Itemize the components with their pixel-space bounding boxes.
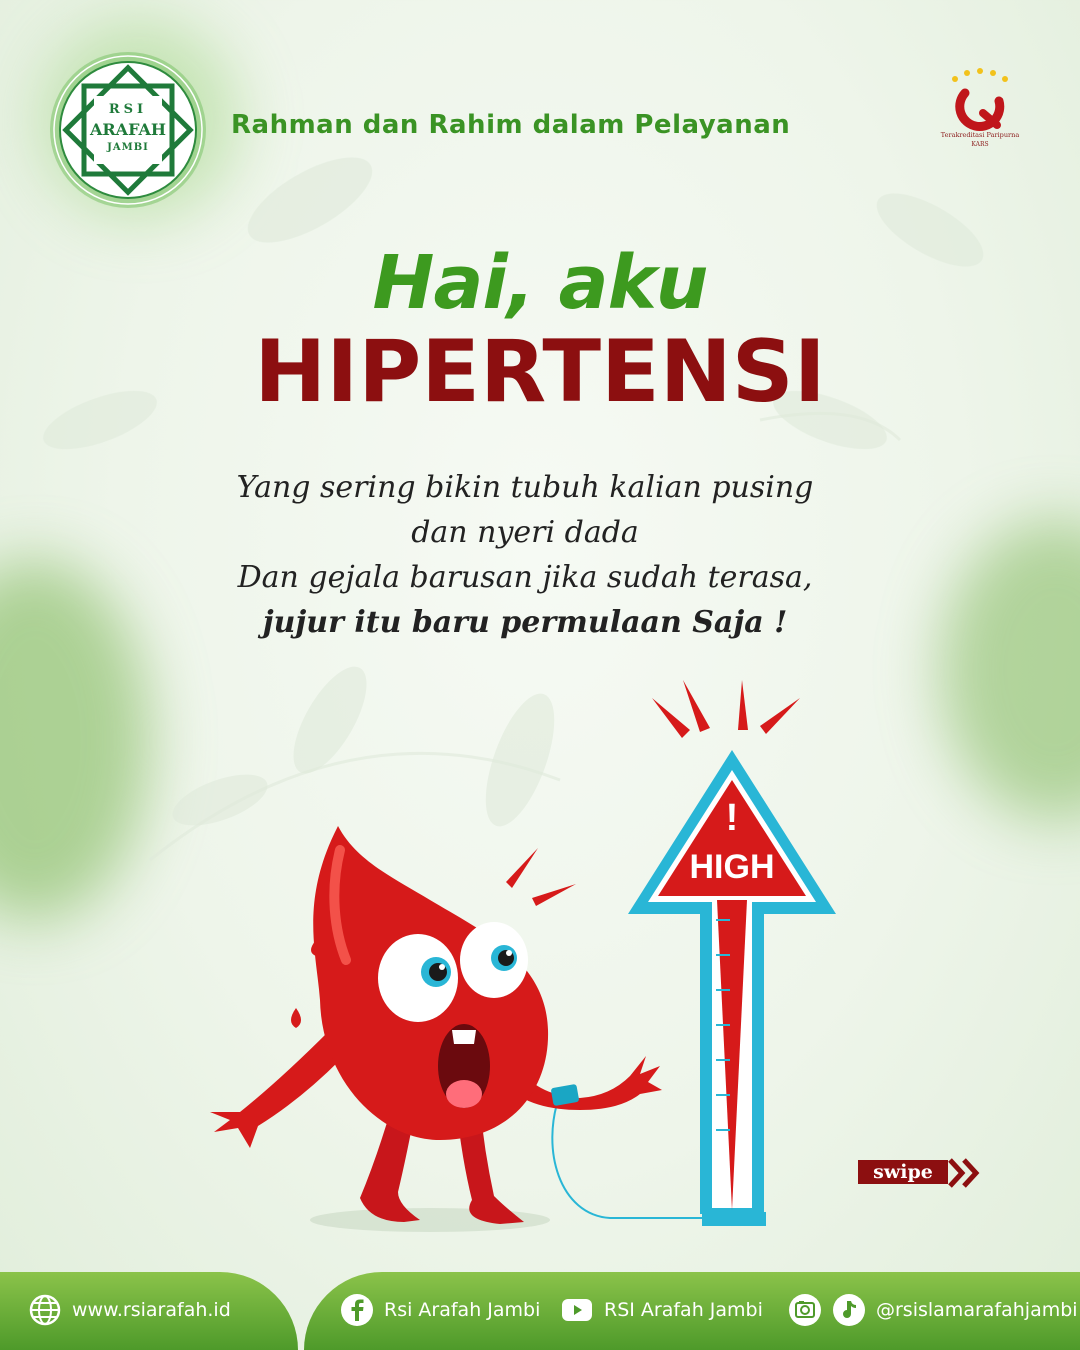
footer-youtube-text: RSI Arafah Jambi xyxy=(604,1299,763,1321)
blood-drop-character xyxy=(210,826,662,1224)
footer-youtube-link[interactable] xyxy=(560,1290,763,1330)
hypertension-illustration xyxy=(0,660,1080,1240)
footer-website-text: www.rsiarafah.id xyxy=(72,1299,231,1321)
kars-accreditation-badge xyxy=(925,65,1035,160)
footer-social-link[interactable] xyxy=(788,1290,1078,1330)
footer-social-text: @rsislamarafahjambi xyxy=(876,1299,1078,1321)
high-pressure-gauge xyxy=(628,750,836,1226)
headline-title: HIPERTENSI xyxy=(254,322,826,422)
gauge-exclaim: ! xyxy=(725,797,739,839)
swipe-indicator[interactable] xyxy=(858,1158,982,1188)
tiktok-icon xyxy=(832,1293,866,1327)
kars-text-line2: KARS xyxy=(971,141,989,148)
double-chevron-right-icon xyxy=(946,1158,982,1188)
footer-facebook-text: Rsi Arafah Jambi xyxy=(384,1299,541,1321)
logo-text-rsi: RSI xyxy=(108,102,148,117)
rsi-arafah-logo xyxy=(48,50,208,210)
gauge-label: HIGH xyxy=(689,848,775,886)
logo-text-arafah: ARAFAH xyxy=(89,120,167,139)
logo-text-jambi: JAMBI xyxy=(107,142,149,153)
youtube-icon xyxy=(560,1293,594,1327)
instagram-icon xyxy=(788,1293,822,1327)
facebook-icon xyxy=(340,1293,374,1327)
kars-emblem xyxy=(925,65,1035,131)
footer-bar xyxy=(0,1272,1080,1350)
footer-website-link[interactable] xyxy=(28,1290,231,1330)
body-line-1: Yang sering bikin tubuh kalian pusing xyxy=(236,470,814,505)
headline-greeting: Hai, aku xyxy=(372,240,708,326)
body-line-4: jujur itu baru permulaan Saja ! xyxy=(262,605,788,640)
kars-text-line1: Terakreditasi Paripurna xyxy=(940,131,1020,139)
body-line-3: Dan gejala barusan jika sudah terasa, xyxy=(237,560,813,595)
tagline: Rahman dan Rahim dalam Pelayanan xyxy=(231,110,791,140)
swipe-label: swipe xyxy=(858,1160,948,1184)
footer-facebook-link[interactable] xyxy=(340,1290,540,1330)
globe-icon xyxy=(28,1293,62,1327)
body-line-2: dan nyeri dada xyxy=(411,515,639,550)
gauge-tube xyxy=(552,1094,702,1218)
